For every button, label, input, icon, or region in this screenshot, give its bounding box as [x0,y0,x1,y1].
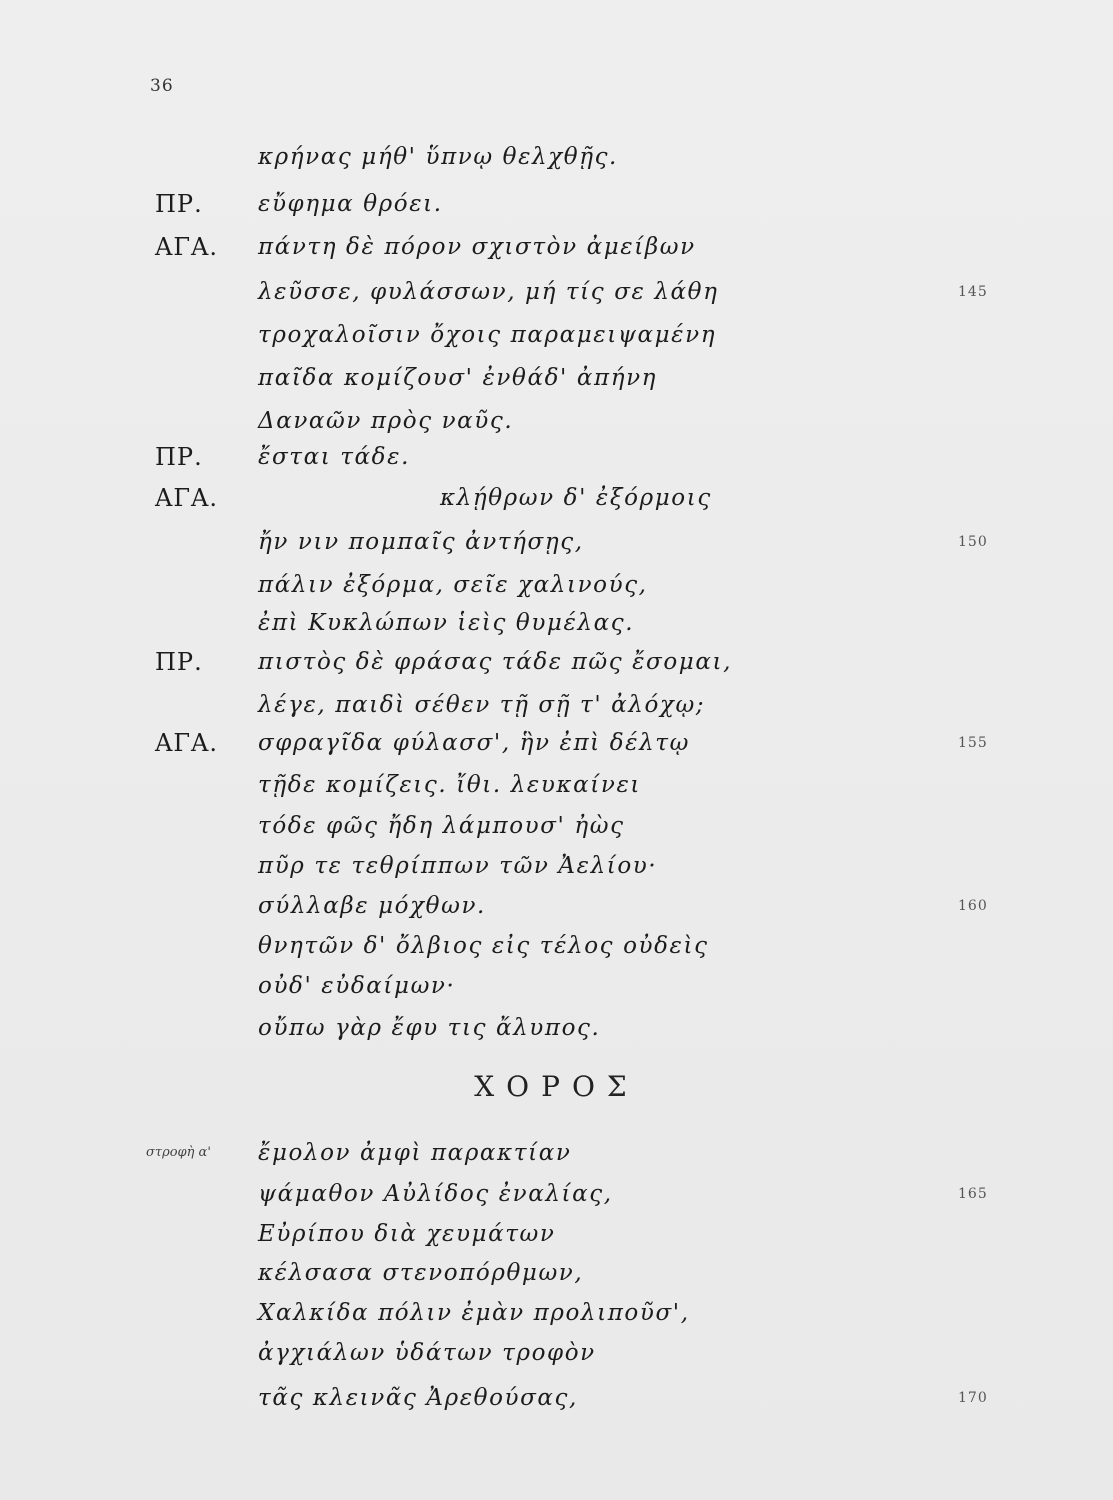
speaker-label: ΠΡ. [155,190,203,218]
line-number: 170 [958,1390,988,1406]
line-number: 150 [958,534,988,550]
verse-text: Χαλκίδα πόλιν ἐμὰν προλιποῦσ', [258,1300,690,1326]
verse-text: θνητῶν δ' ὄλβιος εἰς τέλος οὐδεὶς [258,933,709,959]
speaker-label: ΠΡ. [155,648,203,676]
verse-text: ἔσται τάδε. [258,444,410,470]
verse-text: λέγε, παιδὶ σέθεν τῇ σῇ τ' ἀλόχῳ; [258,692,706,718]
verse-text: τόδε φῶς ἤδη λάμπουσ' ἠὼς [258,813,625,839]
verse-text: ἤν νιν πομπαῖς ἀντήσῃς, [258,529,584,555]
verse-text: τᾶς κλεινᾶς Ἀρεθούσας, [258,1385,578,1411]
verse-text: ἐπὶ Κυκλώπων ἱεὶς θυμέλας. [258,610,635,636]
verse-text: κλῄθρων δ' ἐξόρμοις [440,485,712,511]
speaker-label: ΑΓΑ. [155,729,218,757]
page-number: 36 [150,76,174,96]
speaker-label: ΑΓΑ. [155,233,218,261]
verse-text: πῦρ τε τεθρίππων τῶν Ἀελίου· [258,853,658,879]
verse-text: ἔμολον ἀμφὶ παρακτίαν [258,1140,572,1166]
verse-text: πάλιν ἐξόρμα, σεῖε χαλινούς, [258,572,648,598]
verse-text: σφραγῖδα φύλασσ', ἣν ἐπὶ δέλτῳ [258,730,690,756]
line-number: 155 [958,735,988,751]
verse-text: κρήνας μήθ' ὕπνῳ θελχθῇς. [258,144,618,170]
chorus-heading: ΧΟΡΟΣ [474,1070,639,1103]
line-number: 145 [958,284,988,300]
verse-text: ψάμαθον Αὐλίδος ἐναλίας, [258,1181,613,1207]
line-number: 165 [958,1186,988,1202]
verse-text: οὐδ' εὐδαίμων· [258,973,456,999]
verse-text: τῇδε κομίζεις. ἴθι. λευκαίνει [258,772,642,798]
verse-text: πιστὸς δὲ φράσας τάδε πῶς ἔσομαι, [258,649,732,675]
verse-text: σύλλαβε μόχθων. [258,893,486,919]
verse-text: κέλσασα στενοπόρθμων, [258,1260,584,1286]
verse-text: λεῦσσε, φυλάσσων, μή τίς σε λάθη [258,279,719,305]
verse-text: οὔπω γὰρ ἔφυ τις ἄλυπος. [258,1015,601,1041]
verse-text: εὔφημα θρόει. [258,191,443,217]
verse-text: Εὐρίπου διὰ χευμάτων [258,1221,556,1247]
verse-text: τροχαλοῖσιν ὄχοις παραμειψαμένη [258,322,717,348]
line-number: 160 [958,898,988,914]
speaker-label: ΑΓΑ. [155,484,218,512]
verse-text: παῖδα κομίζουσ' ἐνθάδ' ἀπήνη [258,365,658,391]
verse-text: Δαναῶν πρὸς ναῦς. [258,408,514,434]
verse-text: ἀγχιάλων ὑδάτων τροφὸν [258,1340,596,1366]
verse-text: πάντη δὲ πόρον σχιστὸν ἀμείβων [258,234,696,260]
speaker-label: ΠΡ. [155,443,203,471]
strophe-label: στροφὴ α' [146,1145,211,1160]
